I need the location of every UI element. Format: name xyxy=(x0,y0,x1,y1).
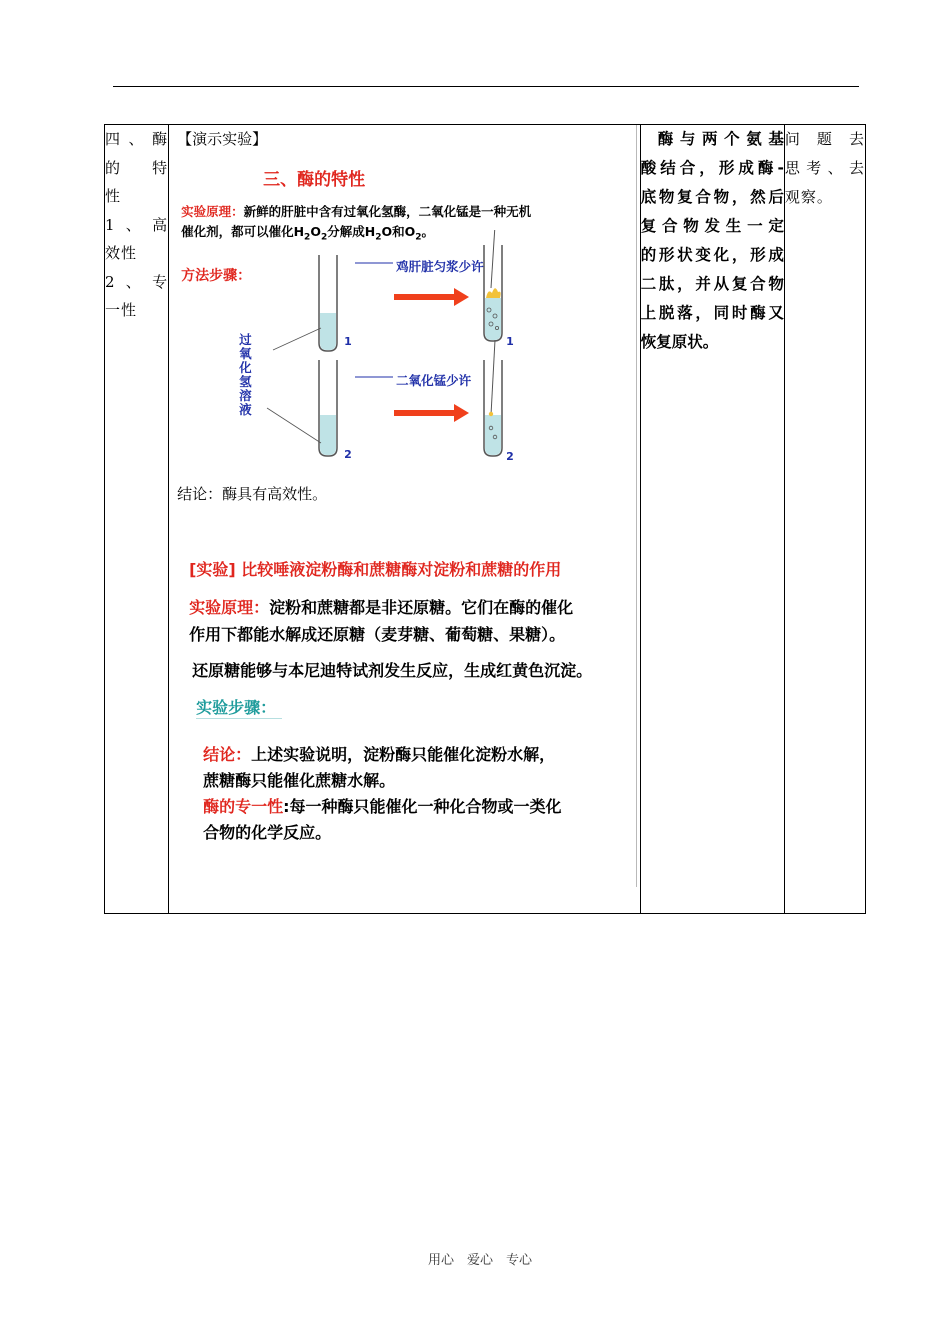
formula-part: 分解成H xyxy=(327,224,376,239)
formula-sub: 2 xyxy=(415,232,422,243)
mno2-label: 二氧化锰少许 xyxy=(396,373,472,388)
lesson-table xyxy=(104,124,866,914)
specificity-line2: 合物的化学反应。 xyxy=(203,823,332,842)
experiment2-title: [实验] 比较唾液淀粉酶和蔗糖酶对淀粉和蔗糖的作用 xyxy=(189,560,562,579)
arrow-2-shaft xyxy=(394,410,456,416)
specificity-label: 酶的专一性 xyxy=(203,797,284,816)
arrow-1-shaft xyxy=(394,294,456,300)
tube-2b-number: 2 xyxy=(506,450,514,463)
foam-icon xyxy=(486,288,501,298)
topic-line: 1、高 xyxy=(105,215,169,234)
topic-line: 一性 xyxy=(105,301,138,319)
mechanism-line: 复合物发生一定 xyxy=(640,217,784,235)
mechanism-line: 的形状变化，形成 xyxy=(640,246,784,264)
demo-box-edge xyxy=(636,125,637,887)
demo-title: 三、酶的特性 xyxy=(263,170,366,190)
mechanism-line: 上脱落，同时酶又 xyxy=(640,304,784,322)
mechanism-line: 酸结合，形成酶- xyxy=(640,159,784,177)
formula-part: 催化剂，都可以催化H xyxy=(181,224,305,239)
exp2-principle-label: 实验原理： xyxy=(189,598,270,617)
content-cell xyxy=(169,125,641,914)
exp2-conclusion-line2: 蔗糖酶只能催化蔗糖水解。 xyxy=(203,771,396,790)
exp2-principle-line3: 还原糖能够与本尼迪特试剂发生反应，生成红黄色沉淀。 xyxy=(192,661,593,680)
test-tube-1b xyxy=(484,230,502,341)
steps-label: 实验步骤： xyxy=(196,695,282,719)
formula-part: O xyxy=(310,224,321,239)
topic-line: 的 特 xyxy=(105,158,169,177)
mechanism-line: 底物复合物，然后 xyxy=(640,188,784,206)
exp2-principle-line2: 作用下都能水解成还原糖（麦芽糖、葡萄糖、果糖）。 xyxy=(189,625,566,644)
formula-sub: 2 xyxy=(375,232,382,243)
page-footer: 用心 爱心 专心 xyxy=(428,1253,533,1268)
specificity-text: :每一种酶只能催化一种化合物或一类化 xyxy=(283,797,562,816)
arrow-1-icon xyxy=(454,288,469,306)
formula-sub: 2 xyxy=(320,232,328,243)
topic-line: 性 xyxy=(105,187,122,205)
activity-line: 观察。 xyxy=(784,188,833,206)
topic-line: 效性 xyxy=(105,244,138,262)
formula-part: 。 xyxy=(421,224,434,239)
test-tube-2 xyxy=(319,360,337,456)
method-label: 方法步骤： xyxy=(181,268,252,284)
activity-line: 思考、去 xyxy=(784,159,865,177)
solution-label: 过氧化氢溶液 xyxy=(239,332,252,417)
mechanism-line: 二肽，并从复合物 xyxy=(640,275,784,293)
exp2-principle-line1 xyxy=(189,595,573,618)
activity-line: 问 题 去 xyxy=(784,130,865,148)
header-rule xyxy=(113,86,859,87)
arrow-2-icon xyxy=(454,404,469,422)
test-tube-1 xyxy=(319,255,337,351)
liver-label: 鸡肝脏匀浆少许 xyxy=(396,259,484,274)
demo-principle-line1 xyxy=(181,202,531,220)
mechanism-line: 恢复原状。 xyxy=(640,333,719,351)
exp2-conclusion-label: 结论： xyxy=(203,745,252,764)
test-tube-2b xyxy=(484,340,502,456)
tube-1b-number: 1 xyxy=(506,335,514,348)
demo-conclusion: 结论：酶具有高效性。 xyxy=(177,485,328,503)
tube-1-number: 1 xyxy=(344,335,352,348)
topic-line: 2、专 xyxy=(105,272,169,291)
topic-line: 四、酶 xyxy=(105,130,169,148)
specificity-line1 xyxy=(203,794,561,817)
demo-principle-label: 实验原理： xyxy=(181,204,244,219)
exp2-principle-text: 淀粉和蔗糖都是非还原糖。它们在酶的催化 xyxy=(269,598,574,617)
exp2-conclusion-line1 xyxy=(203,742,555,765)
mechanism-cell xyxy=(640,125,784,914)
mechanism-line: 酶与两个氨基 xyxy=(657,130,784,148)
topic-cell xyxy=(105,125,169,914)
tube-2-number: 2 xyxy=(344,448,352,461)
formula-sub: 2 xyxy=(304,232,311,243)
demo-tag: 【演示实验】 xyxy=(177,130,268,148)
demo-principle-text: 新鲜的肝脏中含有过氧化氢酶，二氧化锰是一种无机 xyxy=(243,204,532,219)
activity-cell xyxy=(784,125,865,914)
formula-part: O和O xyxy=(381,224,416,239)
exp2-conclusion-text: 上述实验说明，淀粉酶只能催化淀粉水解， xyxy=(251,745,556,764)
